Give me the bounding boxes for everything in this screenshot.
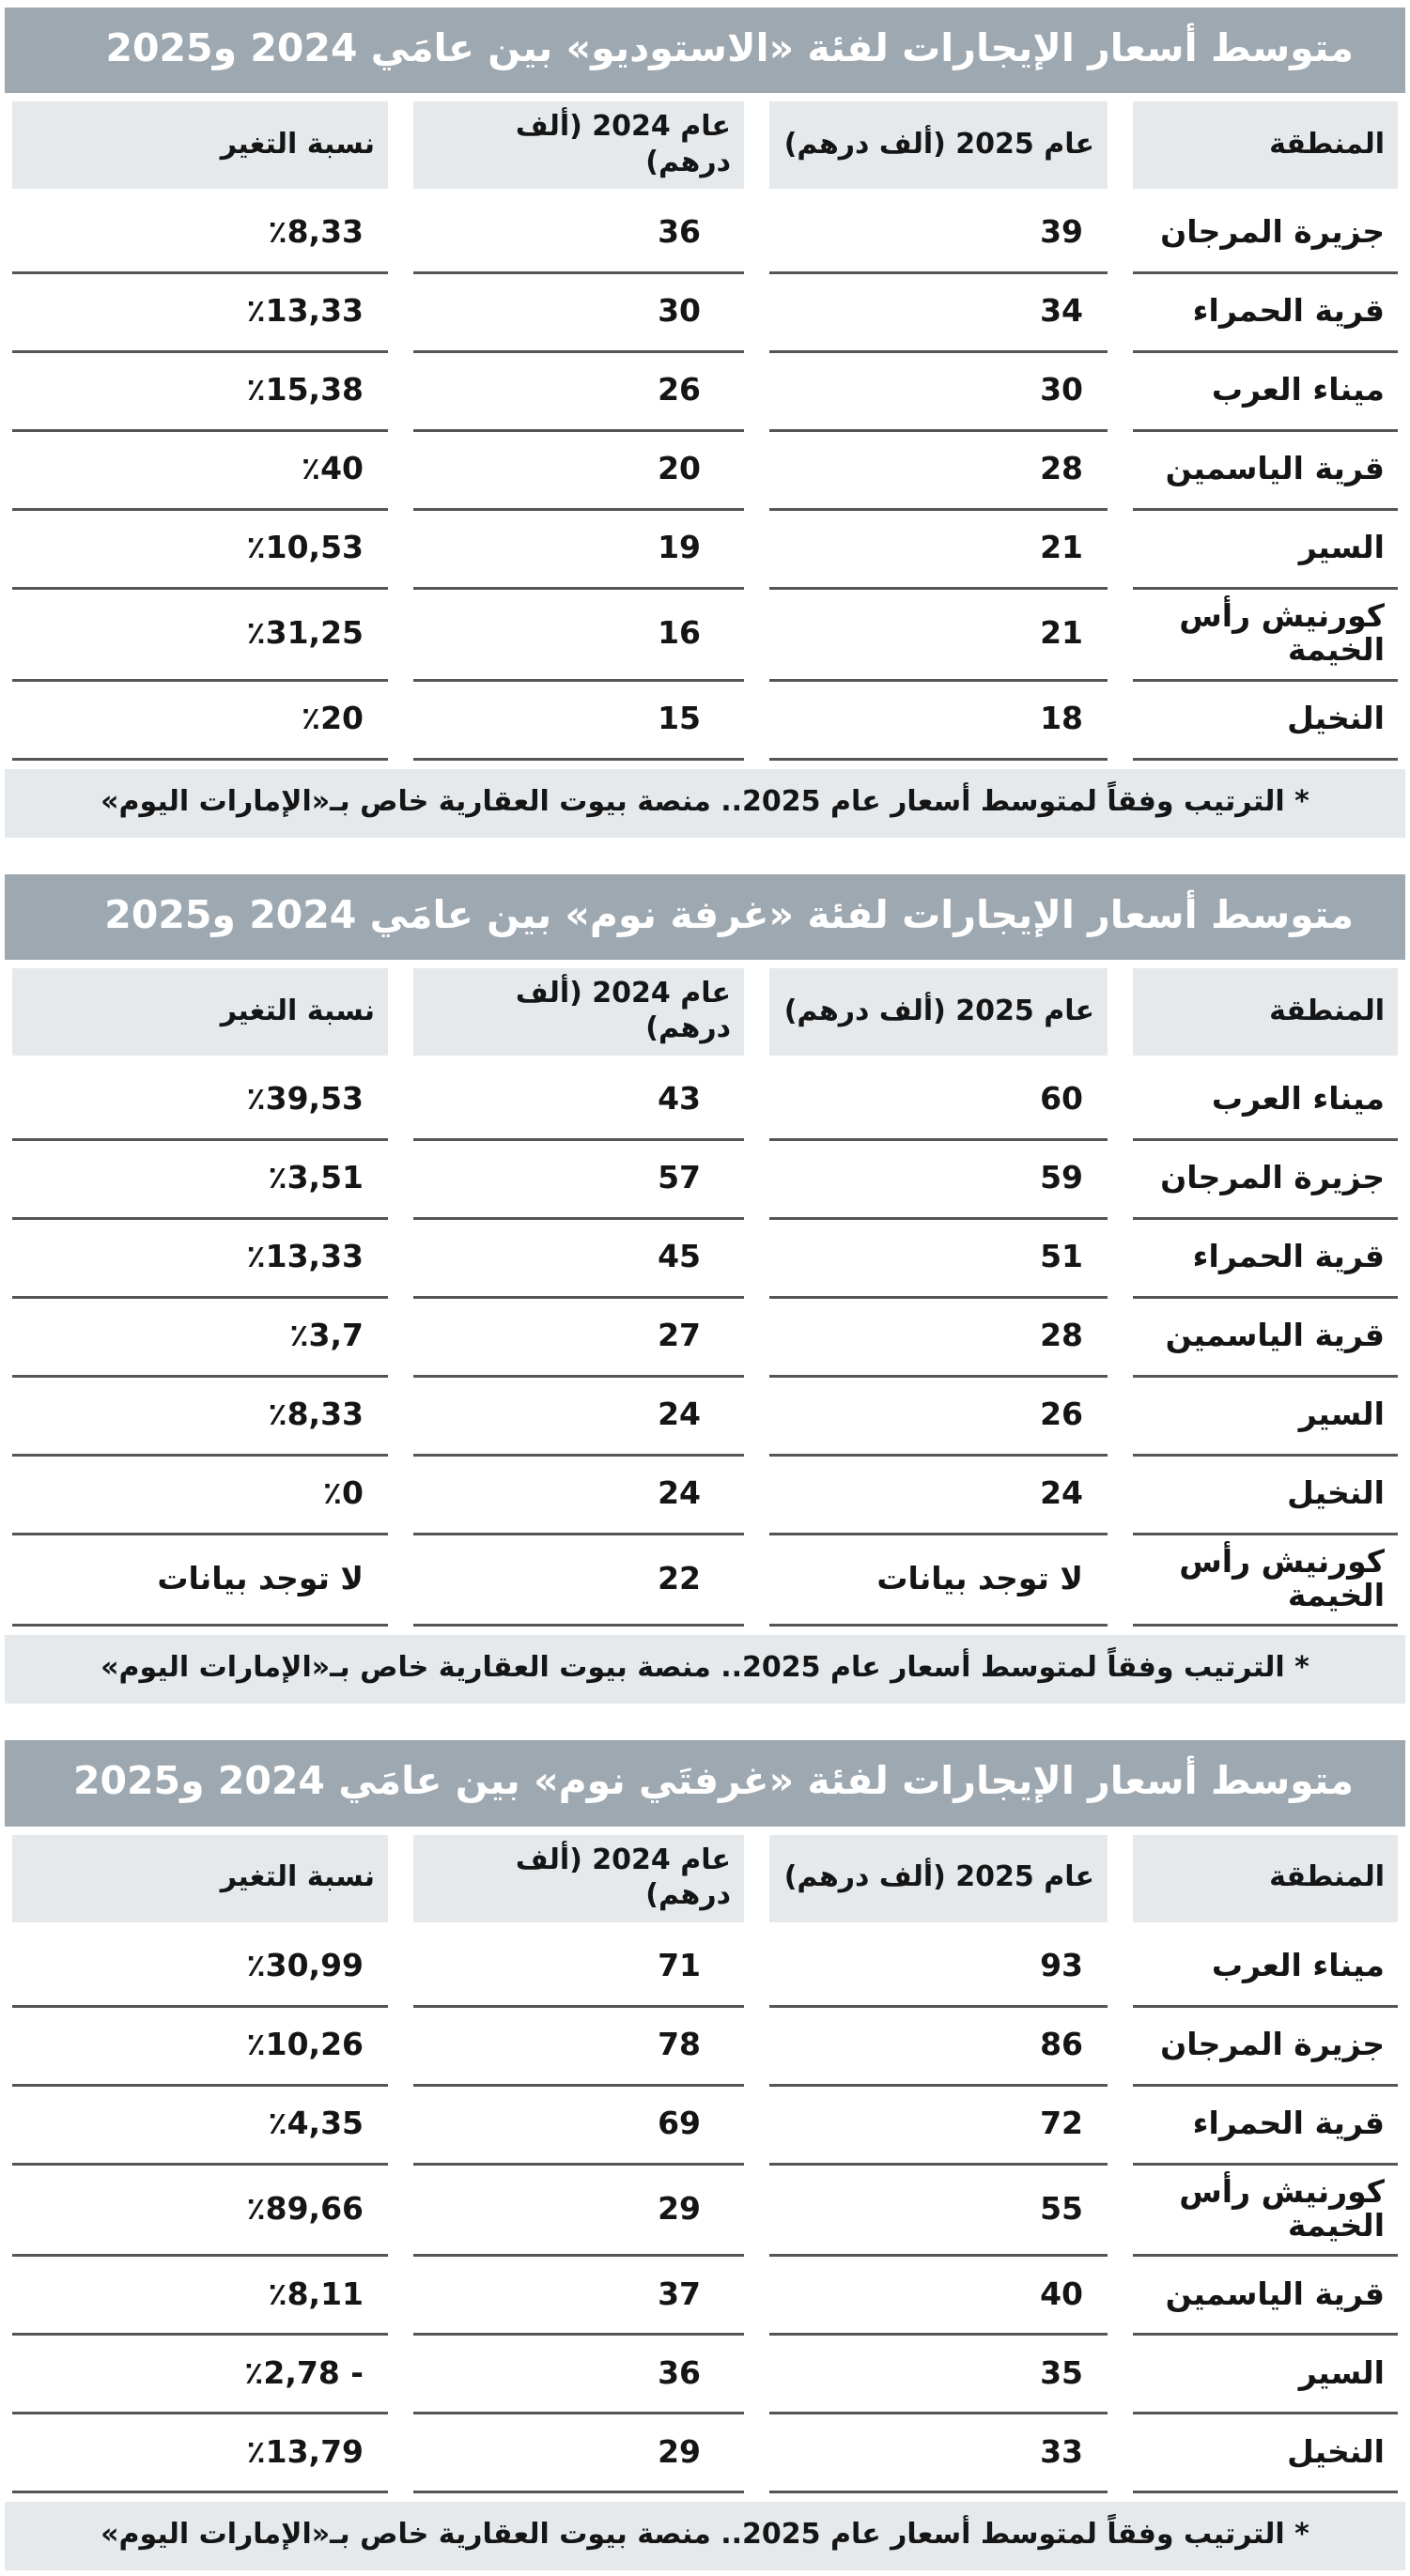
rent-table-studio	[5, 93, 1405, 761]
table-footnote-studio: * الترتيب وفقاً لمتوسط أسعار عام 2025.. منصة بيوت العقارية خاص بـ«الإمارات اليوم»	[5, 769, 1405, 838]
change-percent-cell: ٪3,51	[12, 1141, 388, 1220]
column-header-2024: عام 2024 (ألف درهم)	[413, 1835, 744, 1922]
value-2024-cell: 15	[413, 682, 744, 761]
value-2025-cell: 60	[769, 1062, 1108, 1141]
value-2024-cell: 24	[413, 1378, 744, 1457]
value-2024-cell: 71	[413, 1929, 744, 2008]
value-2024-cell: 27	[413, 1299, 744, 1378]
value-2025-cell: 26	[769, 1378, 1108, 1457]
region-cell: ميناء العرب	[1133, 1062, 1398, 1141]
change-percent-cell: ٪8,33	[12, 1378, 388, 1457]
change-percent-cell: ٪3,7	[12, 1299, 388, 1378]
value-2024-cell: 29	[413, 2414, 744, 2493]
region-cell: كورنيش رأس الخيمة	[1133, 1535, 1398, 1627]
change-percent-cell: ٪8,11	[12, 2257, 388, 2336]
change-percent-cell: ٪4,35	[12, 2087, 388, 2166]
column-header-region: المنطقة	[1133, 1835, 1398, 1922]
region-cell: قرية الحمراء	[1133, 2087, 1398, 2166]
value-2025-cell: 24	[769, 1457, 1108, 1535]
value-2025-cell: 21	[769, 590, 1108, 682]
change-percent-cell: ٪40	[12, 432, 388, 511]
region-cell: قرية الياسمين	[1133, 2257, 1398, 2336]
change-percent-cell: ٪89,66	[12, 2166, 388, 2258]
value-2025-cell: 35	[769, 2336, 1108, 2414]
change-percent-cell: ٪13,33	[12, 274, 388, 353]
value-2025-cell: 30	[769, 353, 1108, 432]
column-header-change: نسبة التغير	[12, 968, 388, 1056]
change-percent-cell: ٪0	[12, 1457, 388, 1535]
column-header-2024: عام 2024 (ألف درهم)	[413, 101, 744, 189]
value-2025-cell: 28	[769, 1299, 1108, 1378]
column-header-2025: عام 2025 (ألف درهم)	[769, 968, 1108, 1056]
change-percent-cell: ٪31,25	[12, 590, 388, 682]
value-2025-cell: 34	[769, 274, 1108, 353]
value-2025-cell: 28	[769, 432, 1108, 511]
value-2025-cell: لا توجد بيانات	[769, 1535, 1108, 1627]
value-2025-cell: 72	[769, 2087, 1108, 2166]
region-cell: قرية الحمراء	[1133, 1220, 1398, 1299]
region-cell: السير	[1133, 1378, 1398, 1457]
change-percent-cell: ٪20	[12, 682, 388, 761]
value-2024-cell: 36	[413, 195, 744, 274]
value-2025-cell: 59	[769, 1141, 1108, 1220]
rent-table-two-bedroom	[5, 1827, 1405, 2494]
value-2024-cell: 19	[413, 511, 744, 590]
change-percent-cell: ٪15,38	[12, 353, 388, 432]
change-percent-cell: لا توجد بيانات	[12, 1535, 388, 1627]
value-2024-cell: 20	[413, 432, 744, 511]
value-2025-cell: 86	[769, 2008, 1108, 2087]
table-title-studio: متوسط أسعار الإيجارات لفئة «الاستوديو» بين عامَي 2024 و2025	[5, 8, 1405, 93]
region-cell: النخيل	[1133, 682, 1398, 761]
column-header-change: نسبة التغير	[12, 1835, 388, 1922]
region-cell: ميناء العرب	[1133, 353, 1398, 432]
column-header-region: المنطقة	[1133, 968, 1398, 1056]
value-2025-cell: 39	[769, 195, 1108, 274]
table-footnote-two-bedroom: * الترتيب وفقاً لمتوسط أسعار عام 2025.. منصة بيوت العقارية خاص بـ«الإمارات اليوم»	[5, 2502, 1405, 2570]
region-cell: قرية الياسمين	[1133, 1299, 1398, 1378]
table-footnote-one-bedroom: * الترتيب وفقاً لمتوسط أسعار عام 2025.. منصة بيوت العقارية خاص بـ«الإمارات اليوم»	[5, 1635, 1405, 1704]
region-cell: السير	[1133, 2336, 1398, 2414]
table-title-one-bedroom: متوسط أسعار الإيجارات لفئة «غرفة نوم» بين عامَي 2024 و2025	[5, 874, 1405, 960]
change-percent-cell: ٪30,99	[12, 1929, 388, 2008]
value-2025-cell: 55	[769, 2166, 1108, 2258]
value-2025-cell: 93	[769, 1929, 1108, 2008]
value-2024-cell: 69	[413, 2087, 744, 2166]
region-cell: جزيرة المرجان	[1133, 2008, 1398, 2087]
change-percent-cell: ٪8,33	[12, 195, 388, 274]
region-cell: قرية الياسمين	[1133, 432, 1398, 511]
change-percent-cell: ٪13,79	[12, 2414, 388, 2493]
value-2024-cell: 43	[413, 1062, 744, 1141]
region-cell: كورنيش رأس الخيمة	[1133, 2166, 1398, 2258]
change-percent-cell: ٪13,33	[12, 1220, 388, 1299]
rent-table-block-two-bedroom	[5, 1740, 1405, 2570]
change-percent-cell: ٪10,53	[12, 511, 388, 590]
value-2024-cell: 78	[413, 2008, 744, 2087]
region-cell: جزيرة المرجان	[1133, 195, 1398, 274]
region-cell: السير	[1133, 511, 1398, 590]
value-2024-cell: 57	[413, 1141, 744, 1220]
rent-table-one-bedroom	[5, 960, 1405, 1627]
value-2024-cell: 29	[413, 2166, 744, 2258]
value-2024-cell: 26	[413, 353, 744, 432]
value-2024-cell: 16	[413, 590, 744, 682]
region-cell: قرية الحمراء	[1133, 274, 1398, 353]
region-cell: كورنيش رأس الخيمة	[1133, 590, 1398, 682]
column-header-2024: عام 2024 (ألف درهم)	[413, 968, 744, 1056]
value-2024-cell: 30	[413, 274, 744, 353]
region-cell: جزيرة المرجان	[1133, 1141, 1398, 1220]
column-header-region: المنطقة	[1133, 101, 1398, 189]
column-header-2025: عام 2025 (ألف درهم)	[769, 101, 1108, 189]
change-percent-cell: - ٪2,78	[12, 2336, 388, 2414]
table-title-two-bedroom: متوسط أسعار الإيجارات لفئة «غرفتَي نوم» بين عامَي 2024 و2025	[5, 1740, 1405, 1826]
change-percent-cell: ٪10,26	[12, 2008, 388, 2087]
column-header-2025: عام 2025 (ألف درهم)	[769, 1835, 1108, 1922]
value-2025-cell: 18	[769, 682, 1108, 761]
value-2024-cell: 36	[413, 2336, 744, 2414]
value-2024-cell: 24	[413, 1457, 744, 1535]
change-percent-cell: ٪39,53	[12, 1062, 388, 1141]
region-cell: ميناء العرب	[1133, 1929, 1398, 2008]
value-2024-cell: 37	[413, 2257, 744, 2336]
value-2025-cell: 33	[769, 2414, 1108, 2493]
column-header-change: نسبة التغير	[12, 101, 388, 189]
region-cell: النخيل	[1133, 1457, 1398, 1535]
value-2025-cell: 21	[769, 511, 1108, 590]
value-2024-cell: 22	[413, 1535, 744, 1627]
value-2025-cell: 51	[769, 1220, 1108, 1299]
value-2024-cell: 45	[413, 1220, 744, 1299]
value-2025-cell: 40	[769, 2257, 1108, 2336]
rent-table-block-one-bedroom	[5, 874, 1405, 1704]
rent-table-block-studio	[5, 8, 1405, 838]
region-cell: النخيل	[1133, 2414, 1398, 2493]
